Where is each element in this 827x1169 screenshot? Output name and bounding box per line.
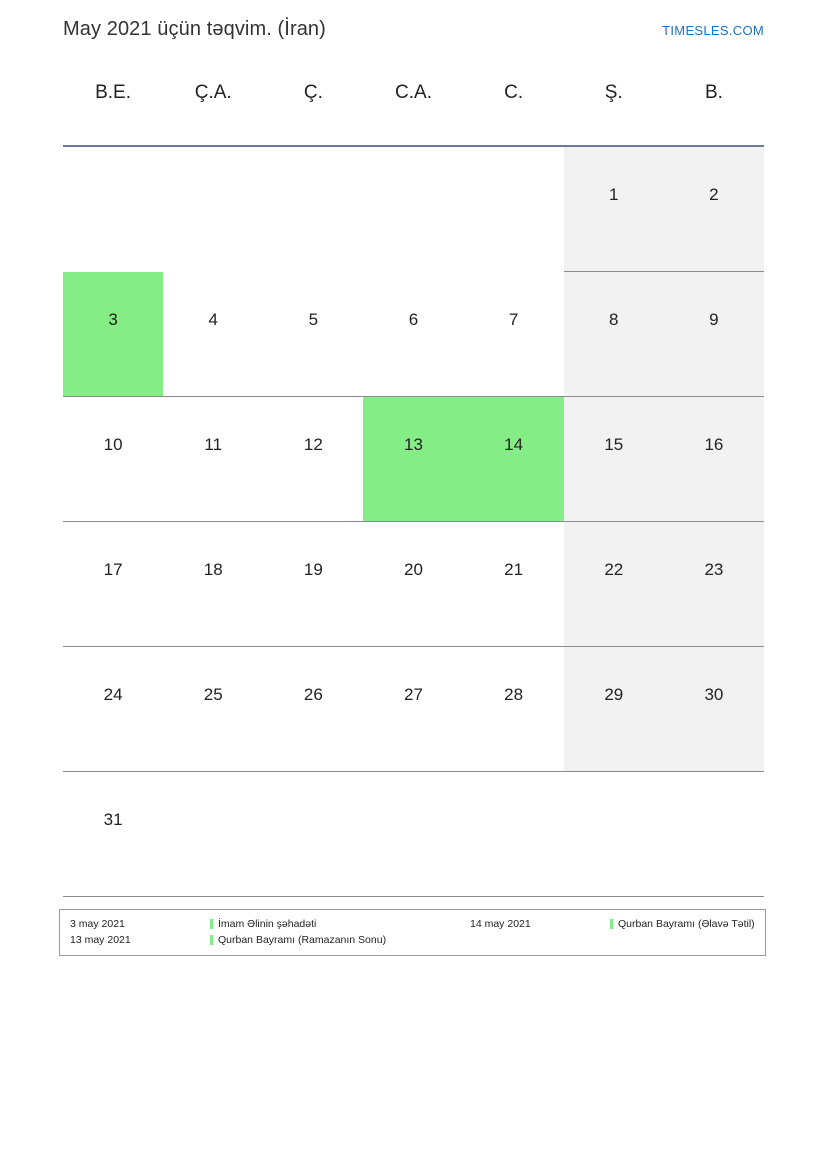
day-number: 17 <box>103 560 123 579</box>
weekday-thursday: C.A. <box>395 82 432 103</box>
day-cell-background <box>163 522 263 647</box>
day-cell-background <box>63 397 163 522</box>
day-number: 29 <box>604 685 624 704</box>
day-cell-background <box>263 647 363 772</box>
day-cell-background <box>564 772 664 897</box>
day-number: 8 <box>609 310 619 329</box>
day-number: 20 <box>404 560 423 579</box>
day-cell[interactable] <box>564 397 664 522</box>
brand-link[interactable]: TIMESLES.COM <box>662 23 764 38</box>
day-cell-background <box>564 397 664 522</box>
weekday-wednesday: Ç. <box>303 82 323 103</box>
day-cell-background <box>63 647 163 772</box>
day-cell[interactable] <box>564 522 664 647</box>
day-cell[interactable] <box>664 272 764 397</box>
empty-cell <box>464 772 564 897</box>
day-cell-background <box>363 647 463 772</box>
weekday-saturday: Ş. <box>604 82 623 103</box>
day-number: 13 <box>404 435 423 454</box>
holiday-swatch-icon <box>210 919 213 929</box>
day-cell[interactable] <box>564 147 664 272</box>
day-cell[interactable] <box>664 647 764 772</box>
day-cell[interactable] <box>263 647 363 772</box>
day-cell-background <box>564 272 664 397</box>
day-cell-background <box>464 772 564 897</box>
cell-divider <box>263 896 363 897</box>
cell-divider <box>163 896 263 897</box>
day-cell[interactable] <box>564 647 664 772</box>
day-number: 14 <box>504 435 524 454</box>
calendar-week-row <box>63 522 764 647</box>
day-cell-background <box>163 272 263 397</box>
day-cell[interactable] <box>163 397 263 522</box>
day-number: 1 <box>609 185 619 204</box>
day-number: 6 <box>408 310 419 329</box>
calendar-week-row <box>63 272 764 397</box>
day-number: 4 <box>208 310 218 329</box>
day-cell-background <box>363 772 463 897</box>
day-cell-background <box>464 522 564 647</box>
calendar-grid <box>63 145 764 897</box>
page-title: May 2021 üçün təqvim. (İran) <box>63 18 326 40</box>
day-cell[interactable] <box>263 272 363 397</box>
day-cell[interactable] <box>63 772 163 897</box>
day-cell[interactable] <box>664 522 764 647</box>
day-cell-background <box>363 147 463 272</box>
day-number: 3 <box>108 310 118 329</box>
day-number: 26 <box>303 685 323 704</box>
day-cell-background <box>263 397 363 522</box>
empty-cell <box>163 147 263 272</box>
day-number: 10 <box>103 435 123 454</box>
page-header <box>63 18 764 41</box>
day-number: 28 <box>504 685 524 704</box>
weekday-sunday: B. <box>704 82 723 103</box>
day-cell-background <box>664 522 764 647</box>
day-cell-background <box>363 397 463 522</box>
day-cell-background <box>464 647 564 772</box>
empty-cell <box>363 772 463 897</box>
day-cell-background <box>664 147 764 272</box>
day-cell-background <box>263 272 363 397</box>
day-number: 23 <box>704 560 724 579</box>
empty-cell <box>63 147 163 272</box>
calendar-week-row <box>63 647 764 772</box>
day-cell-background <box>163 772 263 897</box>
day-cell[interactable] <box>263 522 363 647</box>
calendar-week-row <box>63 147 764 272</box>
day-cell-background <box>63 772 163 897</box>
day-number: 22 <box>604 560 624 579</box>
day-number: 19 <box>303 560 323 579</box>
legend-holiday-name: Qurban Bayramı (Ramazanın Sonu) <box>218 934 387 946</box>
day-cell-background <box>63 272 163 397</box>
empty-cell <box>564 772 664 897</box>
day-cell-background <box>664 272 764 397</box>
legend-holiday-name: İmam Əlinin şəhadəti <box>218 918 317 930</box>
day-cell[interactable] <box>163 647 263 772</box>
holiday-swatch-icon <box>210 935 213 945</box>
day-number: 16 <box>704 435 724 454</box>
day-number: 11 <box>204 435 223 454</box>
legend-row <box>70 917 755 931</box>
day-cell[interactable] <box>664 147 764 272</box>
holiday-legend <box>59 909 766 956</box>
day-cell[interactable] <box>63 272 163 397</box>
day-cell[interactable] <box>163 522 263 647</box>
day-cell-background <box>163 397 263 522</box>
weekday-friday: C. <box>504 82 524 103</box>
weekday-monday: B.E. <box>95 82 132 103</box>
day-number: 18 <box>203 560 223 579</box>
day-number: 15 <box>604 435 624 454</box>
empty-cell <box>464 147 564 272</box>
day-cell[interactable] <box>63 522 163 647</box>
day-cell[interactable] <box>363 272 463 397</box>
empty-cell <box>363 147 463 272</box>
day-cell[interactable] <box>63 397 163 522</box>
day-number: 24 <box>103 685 123 704</box>
day-cell[interactable] <box>664 397 764 522</box>
day-cell-background <box>564 522 664 647</box>
day-number: 9 <box>709 310 719 329</box>
day-cell-background <box>263 147 363 272</box>
day-cell-background <box>464 147 564 272</box>
day-cell[interactable] <box>464 397 564 522</box>
calendar-week-row <box>63 397 764 522</box>
day-number: 5 <box>308 310 319 329</box>
day-cell-background <box>464 272 564 397</box>
day-cell[interactable] <box>363 522 463 647</box>
day-cell[interactable] <box>464 647 564 772</box>
day-cell-background <box>363 522 463 647</box>
legend-holiday-name: Qurban Bayramı (Əlavə Tətil) <box>618 918 755 930</box>
cell-divider <box>63 896 163 897</box>
legend-row <box>70 933 755 947</box>
empty-cell <box>263 772 363 897</box>
weekday-header-row <box>63 82 764 114</box>
cell-divider <box>464 896 564 897</box>
day-number: 25 <box>203 685 223 704</box>
day-number: 30 <box>704 685 724 704</box>
day-cell[interactable] <box>163 272 263 397</box>
day-cell-background <box>63 147 163 272</box>
day-cell[interactable] <box>464 522 564 647</box>
day-number: 12 <box>303 435 323 454</box>
calendar-week-row <box>63 772 764 897</box>
day-cell-background <box>664 397 764 522</box>
empty-cell <box>664 772 764 897</box>
day-cell-background <box>564 647 664 772</box>
day-cell-background <box>163 147 263 272</box>
day-cell[interactable] <box>263 397 363 522</box>
day-cell[interactable] <box>63 647 163 772</box>
day-cell[interactable] <box>564 272 664 397</box>
day-cell-background <box>263 772 363 897</box>
day-number: 7 <box>508 310 519 329</box>
empty-cell <box>263 147 363 272</box>
day-number: 27 <box>404 685 423 704</box>
legend-date: 14 may 2021 <box>470 918 531 930</box>
legend-date: 3 may 2021 <box>70 918 125 930</box>
cell-divider <box>664 896 764 897</box>
day-cell-background <box>63 522 163 647</box>
day-cell-background <box>464 397 564 522</box>
cell-divider <box>564 896 664 897</box>
day-cell-background <box>363 272 463 397</box>
day-cell[interactable] <box>363 397 463 522</box>
weekday-tuesday: Ç.A. <box>194 82 232 103</box>
day-cell-background <box>564 147 664 272</box>
day-cell-background <box>263 522 363 647</box>
cell-divider <box>363 896 463 897</box>
empty-cell <box>163 772 263 897</box>
day-number: 31 <box>103 810 123 829</box>
legend-date: 13 may 2021 <box>70 934 131 946</box>
day-cell-background <box>664 772 764 897</box>
day-number: 21 <box>504 560 524 579</box>
day-cell-background <box>664 647 764 772</box>
day-cell-background <box>163 647 263 772</box>
holiday-swatch-icon <box>610 919 613 929</box>
day-number: 2 <box>709 185 719 204</box>
day-cell[interactable] <box>464 272 564 397</box>
day-cell[interactable] <box>363 647 463 772</box>
